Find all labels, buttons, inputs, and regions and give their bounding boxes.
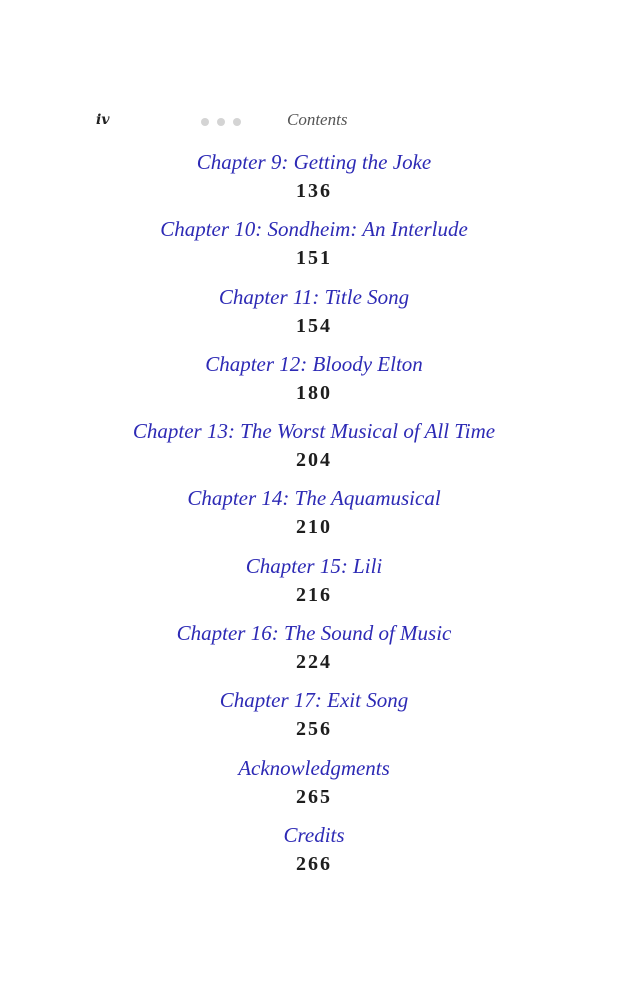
toc-link-credits[interactable]: Credits [283,822,345,847]
toc-link-chapter-14[interactable]: Chapter 14: The Aquamusical [187,486,441,511]
toc-link-chapter-9[interactable]: Chapter 9: Getting the Joke [196,150,432,174]
toc-page-number: 266 [296,852,332,875]
toc-entry [0,684,628,751]
toc-entry [0,415,628,482]
toc-page-number: 180 [296,381,332,404]
toc-link-chapter-17[interactable]: Chapter 17: Exit Song [219,688,409,713]
toc-entry [0,213,628,280]
dot-ornament [217,118,225,126]
toc-link-acknowledgments[interactable]: Acknowledgments [238,755,390,780]
toc-page-number: 224 [296,651,332,674]
running-title: Contents [287,110,348,129]
dot-ornament [201,118,209,126]
toc-link-chapter-11[interactable]: Chapter 11: Title Song [218,284,410,309]
toc-entry [0,617,628,684]
toc-page-number: 151 [296,247,332,270]
toc-entry [0,550,628,617]
toc-page-number: 265 [296,785,332,808]
toc-entry [0,146,628,213]
toc-page-number: 136 [296,180,332,202]
page-header [0,108,628,138]
toc-link-chapter-15[interactable]: Chapter 15: Lili [245,553,383,578]
toc-link-chapter-16[interactable]: Chapter 16: The Sound of Music [176,621,452,646]
toc-page-number: 204 [296,449,332,472]
toc-page-number: 210 [296,516,332,539]
toc-entry [0,348,628,415]
toc-entry [0,752,628,819]
toc-page-number: 216 [296,583,332,606]
toc-entry [0,281,628,348]
toc-link-chapter-12[interactable]: Chapter 12: Bloody Elton [205,351,423,376]
page-number: iv [96,112,110,128]
toc-entry [0,482,628,549]
ornament-dots [201,118,241,126]
toc-page-number: 154 [296,314,332,337]
table-of-contents [0,146,628,886]
dot-ornament [233,118,241,126]
toc-link-chapter-10[interactable]: Chapter 10: Sondheim: An Interlude [160,217,468,242]
toc-page-number: 256 [296,718,332,741]
toc-link-chapter-13[interactable]: Chapter 13: The Worst Musical of All Time [132,419,496,444]
toc-entry [0,819,628,886]
